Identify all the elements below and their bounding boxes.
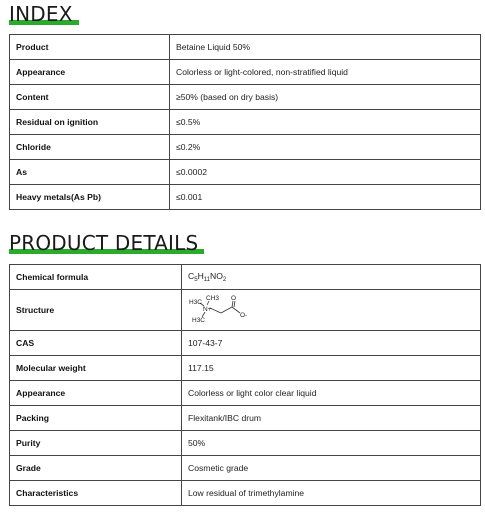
atom-o-minus: O- [240,312,248,319]
row-label: Heavy metals(As Pb) [10,185,170,210]
row-label: Molecular weight [10,356,182,381]
row-label: CAS [10,331,182,356]
row-value: Low residual of trimethylamine [182,481,481,506]
row-value: 50% [182,431,481,456]
atom-h3c-top: H3C [189,299,203,306]
row-label: As [10,160,170,185]
row-value: Betaine Liquid 50% [170,35,481,60]
table-row [10,356,481,381]
row-label: Chemical formula [10,265,182,290]
row-label: Structure [10,290,182,331]
structure-cell [182,290,481,331]
row-value: ≤0.001 [170,185,481,210]
row-value: 117.15 [182,356,481,381]
row-value: 107-43-7 [182,331,481,356]
row-value: Cosmetic grade [182,456,481,481]
row-value: ≤0.2% [170,135,481,160]
table-row [10,60,481,85]
table-row [10,35,481,60]
atom-ch3: CH3 [206,295,220,302]
table-row [10,481,481,506]
index-heading [9,4,73,24]
table-row [10,381,481,406]
table-row [10,85,481,110]
row-label: Grade [10,456,182,481]
atom-n-plus: N+ [203,306,212,313]
row-label: Chloride [10,135,170,160]
table-row [10,265,481,290]
chemical-formula: $C_5H_{11}NO_2$ [182,265,481,290]
table-row [10,290,481,331]
table-row [10,110,481,135]
betaine-structure-image [188,292,254,328]
row-label: Appearance [10,60,170,85]
table-row [10,135,481,160]
row-label: Product [10,35,170,60]
index-heading-text: INDEX [9,2,73,26]
row-value: Flexitank/IBC drum [182,406,481,431]
product-details-heading [9,233,198,253]
table-row [10,456,481,481]
product-details-table [9,264,481,506]
atom-h3c-left: H3C [192,317,206,324]
atom-o-top: O [231,295,237,302]
row-value: Colorless or light color clear liquid [182,381,481,406]
table-row [10,431,481,456]
row-label: Residual on ignition [10,110,170,135]
table-row [10,160,481,185]
row-label: Purity [10,431,182,456]
row-value: Colorless or light-colored, non-stratified liquid [170,60,481,85]
table-row [10,331,481,356]
table-row [10,185,481,210]
table-row [10,406,481,431]
row-label: Characteristics [10,481,182,506]
row-value: ≥50% (based on dry basis) [170,85,481,110]
index-table [9,34,481,210]
row-label: Content [10,85,170,110]
row-label: Appearance [10,381,182,406]
row-value: ≤0.0002 [170,160,481,185]
product-details-heading-text: PRODUCT DETAILS [9,231,199,255]
row-label: Packing [10,406,182,431]
row-value: ≤0.5% [170,110,481,135]
